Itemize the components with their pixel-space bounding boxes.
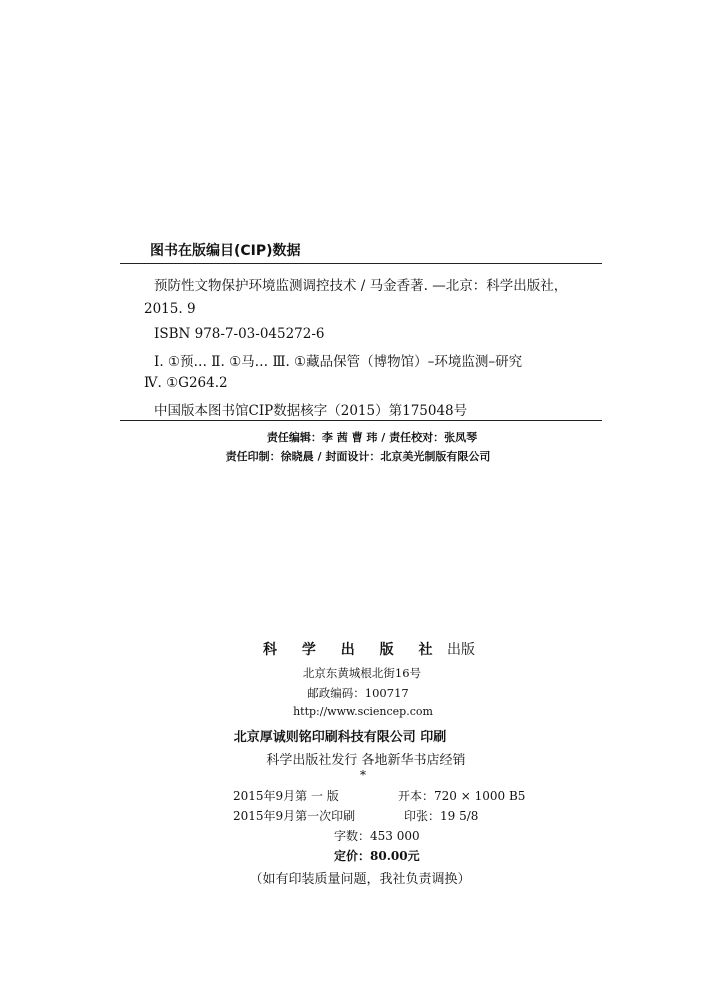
cip-record-line-1: 预防性文物保护环境监测调控技术 / 马金香著. —北京：科学出版社， (154, 278, 568, 294)
credits-production: 责任印制：徐晓晨 / 封面设计：北京美光制版有限公司 (225, 450, 491, 463)
cip-isbn: ISBN 978-7-03-045272-6 (154, 326, 325, 342)
printer-line: 北京厚诚则铭印刷科技有限公司 印刷 (233, 730, 447, 745)
publisher-line (9, 639, 720, 659)
edition-info: 2015年9月第 一 版 (233, 789, 339, 803)
cip-bottom-rule (120, 420, 602, 421)
word-count: 字数：453 000 (334, 829, 420, 843)
publisher-address: 北京东黄城根北街16号 (302, 666, 422, 680)
credits-editors: 责任编辑：李 茜 曹 玮 / 责任校对：张凤琴 (266, 431, 478, 444)
format-info: 开本：720 × 1000 B5 (398, 789, 526, 803)
sheets-info: 印张：19 5/8 (404, 809, 479, 823)
cip-top-rule (120, 263, 602, 264)
postal-code: 邮政编码：100717 (307, 686, 409, 700)
distribution-line: 科学出版社发行 各地新华书店经销 (266, 753, 466, 768)
quality-note: （如有印装质量问题，我社负责调换） (249, 872, 471, 887)
separator-star: * (360, 768, 366, 782)
price-line (334, 847, 420, 864)
price-label: 定价： (334, 849, 371, 863)
cip-record-line-2: 2015. 9 (144, 301, 196, 317)
cip-number: 中国版本图书馆CIP数据核字（2015）第175048号 (154, 403, 468, 419)
publisher-name: 科 学 出 版 社 (263, 642, 443, 658)
publisher-website: http://www.sciencep.com (293, 705, 433, 718)
cip-heading: 图书在版编目(CIP)数据 (150, 243, 301, 259)
cip-subject-line: Ⅰ. ①预… Ⅱ. ①马… Ⅲ. ①藏品保管（博物馆）–环境监测–研究 (154, 354, 523, 370)
price-value: 80.00元 (370, 849, 420, 863)
printing-info: 2015年9月第一次印刷 (233, 809, 356, 823)
cip-classification: Ⅳ. ①G264.2 (144, 375, 228, 391)
publisher-suffix: 出版 (446, 642, 475, 658)
